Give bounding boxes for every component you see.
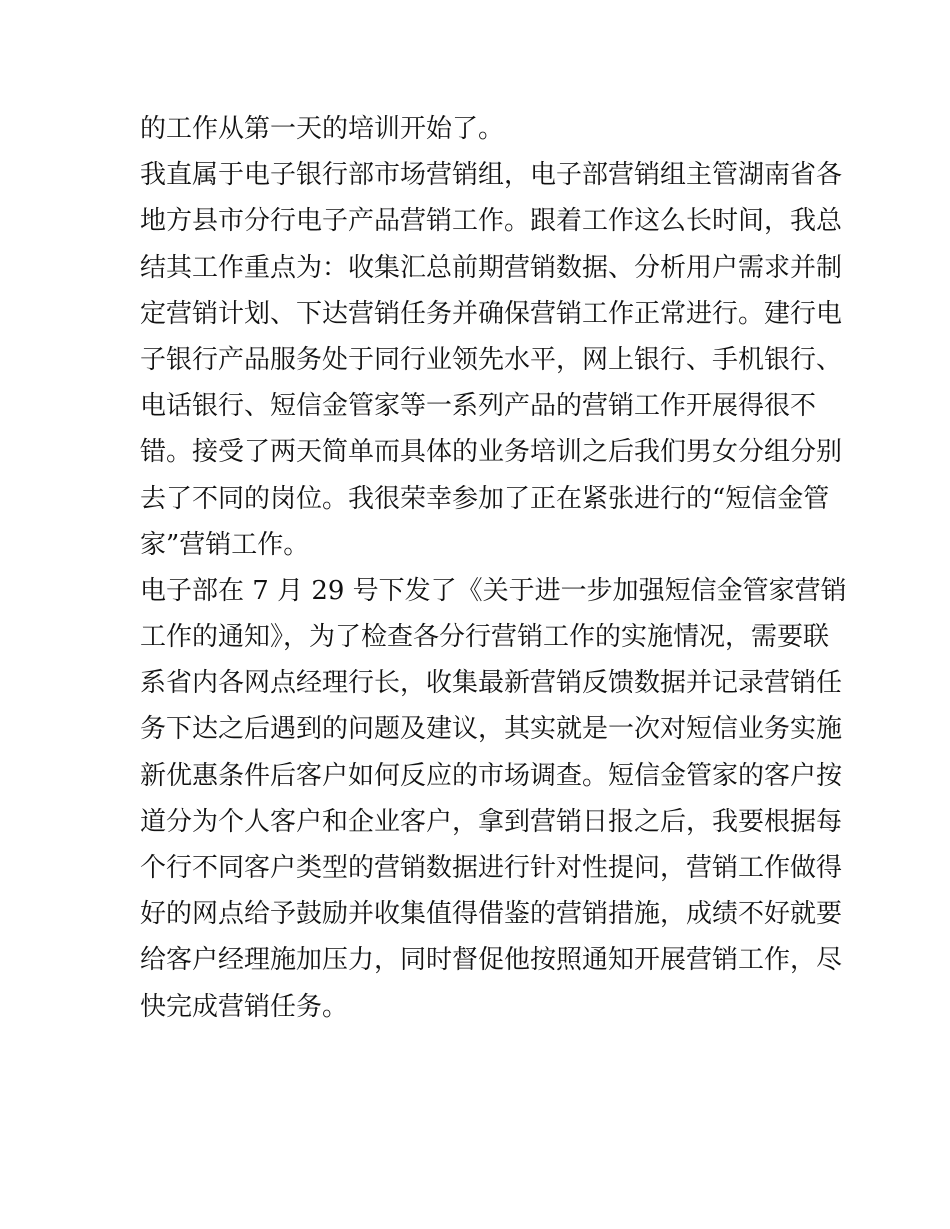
text-line: 给客户经理施加压力，同时督促他按照通知开展营销工作，尽 [140,945,843,976]
document-body [140,106,847,1030]
text-line: 子银行产品服务处于同行业领先水平，网上银行、手机银行、 [140,344,843,375]
text-line: 道分为个人客户和企业客户，拿到营销日报之后，我要根据每 [140,806,843,837]
text-line: 地方县市分行电子产品营销工作。跟着工作这么长时间，我总 [140,206,843,237]
text-line: 我直属于电子银行部市场营销组，电子部营销组主管湖南省各 [140,160,843,191]
text-line: 工作的通知》，为了检查各分行营销工作的实施情况，需要联 [140,622,830,653]
paragraph-2 [140,152,843,568]
text-line: 定营销计划、下达营销任务并确保营销工作正常进行。建行电 [140,298,843,329]
text-line: 电子部在 7 月 29 号下发了《关于进一步加强短信金管家营销 [140,575,847,606]
text-line: 好的网点给予鼓励并收集值得借鉴的营销措施，成绩不好就要 [140,899,843,930]
paragraph-1 [140,106,820,152]
text-line: 系省内各网点经理行长，收集最新营销反馈数据并记录营销任 [140,668,843,699]
paragraph-3 [140,568,847,1030]
text-line: 务下达之后遇到的问题及建议，其实就是一次对短信业务实施 [140,714,843,745]
text-line: 家”营销工作。 [140,529,310,560]
text-line: 的工作从第一天的培训开始了。 [140,114,505,144]
text-line: 电话银行、短信金管家等一系列产品的营销工作开展得很不 [140,391,817,422]
text-line: 错。接受了两天简单而具体的业务培训之后我们男女分组分别 [140,437,843,468]
text-line: 快完成营销任务。 [140,991,349,1022]
text-line: 去了不同的岗位。我很荣幸参加了正在紧张进行的“短信金管 [140,483,830,514]
text-line: 个行不同客户类型的营销数据进行针对性提问，营销工作做得 [140,853,843,883]
text-line: 新优惠条件后客户如何反应的市场调查。短信金管家的客户按 [140,760,843,791]
text-line: 结其工作重点为：收集汇总前期营销数据、分析用户需求并制 [140,252,843,283]
